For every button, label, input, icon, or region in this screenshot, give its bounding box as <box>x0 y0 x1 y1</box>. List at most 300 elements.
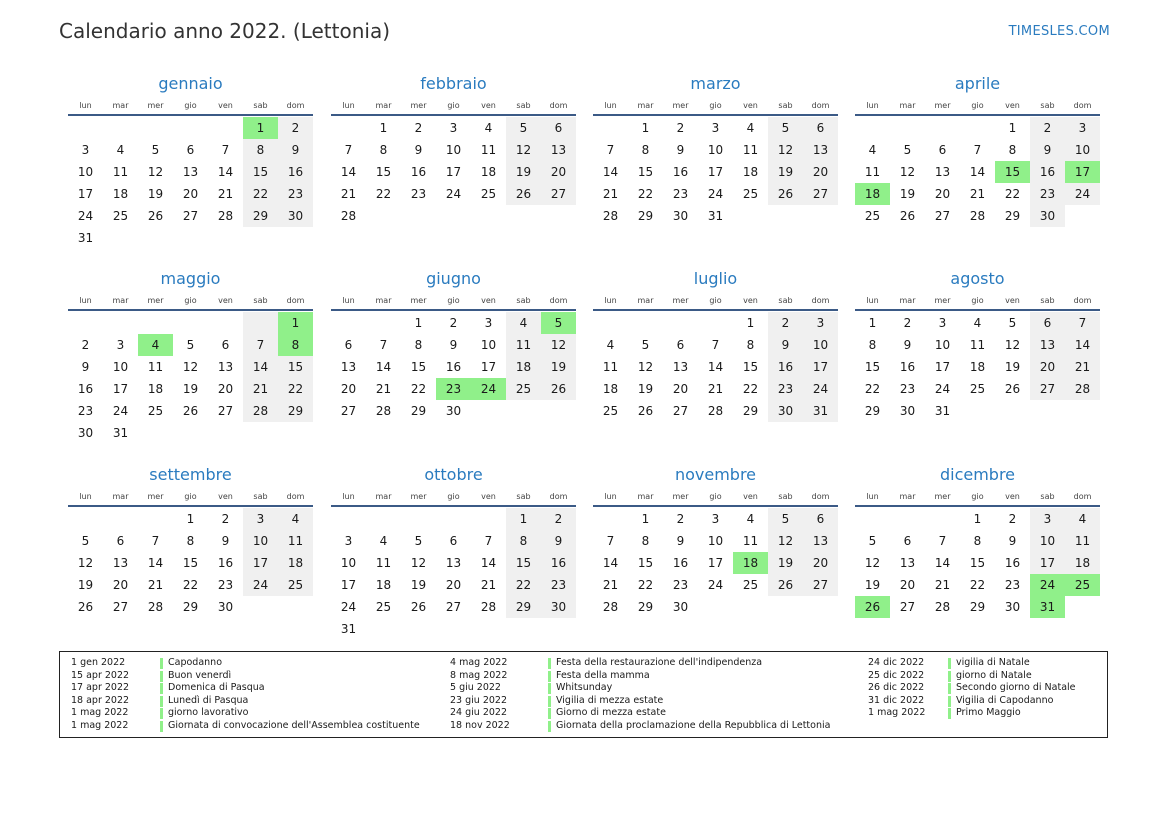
day-cell: 21 <box>934 578 951 592</box>
legend-date: 26 dic 2022 <box>868 682 925 694</box>
legend-date: 1 mag 2022 <box>71 720 129 731</box>
weekday-header <box>331 487 576 507</box>
weekday-label: ven <box>1005 100 1020 110</box>
day-cell: 12 <box>182 360 199 374</box>
day-cell: 7 <box>973 143 982 157</box>
day-cell: 1 <box>186 512 195 526</box>
legend-holiday-name: Festa della mamma <box>556 669 650 681</box>
weekday-label: lun <box>342 491 355 501</box>
day-grid <box>855 508 1100 618</box>
legend-date: 4 mag 2022 <box>450 657 508 668</box>
day-cell: 28 <box>602 209 619 223</box>
day-cell: 4 <box>973 316 982 330</box>
weekday-header <box>593 487 838 507</box>
day-cell: 24 <box>243 574 278 596</box>
weekday-label: gio <box>971 100 984 110</box>
weekday-label: lun <box>866 295 879 305</box>
day-cell: 6 <box>938 143 947 157</box>
brand-link[interactable]: TIMESLES.COM <box>1008 24 1110 39</box>
weekday-label: mer <box>672 295 689 305</box>
day-cell: 27 <box>803 183 838 205</box>
day-cell: 6 <box>541 117 576 139</box>
legend-holiday-name: giorno di Natale <box>956 669 1032 681</box>
day-cell: 5 <box>81 534 90 548</box>
day-cell: 16 <box>672 556 689 570</box>
day-cell: 12 <box>899 165 916 179</box>
month-name: giugno <box>426 269 481 288</box>
day-cell: 1 <box>506 508 541 530</box>
day-cell: 13 <box>445 556 462 570</box>
holiday-day-cell: 26 <box>855 596 890 618</box>
day-cell: 27 <box>445 600 462 614</box>
day-cell: 20 <box>217 382 234 396</box>
weekday-label: mer <box>147 491 164 501</box>
weekday-header <box>68 291 313 311</box>
day-cell: 28 <box>147 600 164 614</box>
day-cell: 5 <box>768 117 803 139</box>
weekday-label: lun <box>866 100 879 110</box>
day-cell: 8 <box>1008 143 1017 157</box>
weekday-label: sab <box>778 100 793 110</box>
month-dicembre <box>855 464 1100 618</box>
day-cell: 11 <box>742 534 759 548</box>
holiday-day-cell: 4 <box>138 334 173 356</box>
day-cell: 3 <box>938 316 947 330</box>
legend-item <box>60 707 1100 720</box>
weekday-label: dom <box>811 295 830 305</box>
day-cell: 3 <box>1065 117 1100 139</box>
legend-date: 1 mag 2022 <box>868 707 926 719</box>
day-cell: 12 <box>637 360 654 374</box>
day-cell: 17 <box>112 382 129 396</box>
weekday-label: mar <box>899 100 916 110</box>
day-cell: 14 <box>602 556 619 570</box>
day-cell: 10 <box>480 338 497 352</box>
legend-date: 18 nov 2022 <box>450 720 510 731</box>
day-cell: 15 <box>506 552 541 574</box>
day-cell: 11 <box>480 143 497 157</box>
day-grid <box>68 117 313 249</box>
day-cell: 5 <box>506 117 541 139</box>
day-cell: 24 <box>445 187 462 201</box>
day-cell: 31 <box>340 622 357 636</box>
day-cell: 3 <box>116 338 125 352</box>
day-cell: 19 <box>768 161 803 183</box>
empty-cell <box>593 312 628 334</box>
day-cell: 12 <box>147 165 164 179</box>
month-novembre <box>593 464 838 618</box>
weekday-label: sab <box>516 100 531 110</box>
day-cell: 13 <box>803 530 838 552</box>
day-cell: 20 <box>899 578 916 592</box>
month-name: settembre <box>149 465 232 484</box>
legend-date: 31 dic 2022 <box>868 694 925 706</box>
legend-date: 23 giu 2022 <box>450 694 507 706</box>
legend-marker <box>948 683 951 694</box>
weekday-label: gio <box>184 491 197 501</box>
day-cell: 20 <box>541 161 576 183</box>
day-cell: 2 <box>221 512 230 526</box>
day-cell: 6 <box>186 143 195 157</box>
legend-date: 24 giu 2022 <box>450 707 507 719</box>
day-cell: 27 <box>934 209 951 223</box>
day-cell: 3 <box>344 534 353 548</box>
day-cell: 5 <box>641 338 650 352</box>
day-cell: 23 <box>672 578 689 592</box>
day-cell: 27 <box>803 574 838 596</box>
day-cell: 4 <box>868 143 877 157</box>
legend-holiday-name: Buon venerdì <box>168 669 232 681</box>
day-cell: 24 <box>1065 183 1100 205</box>
legend-date: 15 apr 2022 <box>71 669 130 681</box>
day-grid <box>331 312 576 422</box>
day-cell: 18 <box>742 165 759 179</box>
month-name: novembre <box>674 465 757 484</box>
weekday-label: ven <box>218 491 233 501</box>
legend-date: 8 mag 2022 <box>450 669 508 681</box>
empty-cell <box>925 117 960 139</box>
month-name: gennaio <box>158 74 223 93</box>
day-cell: 27 <box>340 404 357 418</box>
day-cell: 20 <box>445 578 462 592</box>
holiday-day-cell: 15 <box>995 161 1030 183</box>
day-cell: 22 <box>506 574 541 596</box>
day-cell: 12 <box>864 556 881 570</box>
day-grid <box>68 508 313 618</box>
day-cell: 22 <box>742 382 759 396</box>
day-cell: 3 <box>711 121 720 135</box>
holiday-day-cell: 5 <box>541 312 576 334</box>
day-cell: 17 <box>340 578 357 592</box>
legend-marker <box>948 696 951 707</box>
empty-cell <box>103 312 138 334</box>
weekday-label: mar <box>899 295 916 305</box>
month-settembre <box>68 464 313 618</box>
day-cell: 13 <box>1030 334 1065 356</box>
weekday-label: gio <box>971 491 984 501</box>
holiday-day-cell: 18 <box>855 183 890 205</box>
day-cell: 12 <box>768 139 803 161</box>
day-cell: 20 <box>934 187 951 201</box>
month-name: dicembre <box>939 465 1016 484</box>
day-cell: 23 <box>410 187 427 201</box>
day-cell: 6 <box>676 338 685 352</box>
day-cell: 10 <box>707 143 724 157</box>
legend-item <box>60 670 1100 683</box>
day-grid <box>68 312 313 444</box>
day-cell: 1 <box>641 121 650 135</box>
day-cell: 26 <box>899 209 916 223</box>
empty-cell <box>68 117 103 139</box>
day-cell: 28 <box>707 404 724 418</box>
day-cell: 22 <box>243 183 278 205</box>
day-cell: 7 <box>484 534 493 548</box>
day-cell: 13 <box>112 556 129 570</box>
weekday-label: mar <box>899 491 916 501</box>
day-cell: 21 <box>969 187 986 201</box>
day-cell: 29 <box>410 404 427 418</box>
holiday-day-cell: 1 <box>243 117 278 139</box>
day-cell: 19 <box>637 382 654 396</box>
day-cell: 15 <box>637 165 654 179</box>
day-cell: 2 <box>676 121 685 135</box>
day-cell: 20 <box>803 161 838 183</box>
legend-item <box>60 682 1100 695</box>
day-cell: 26 <box>768 183 803 205</box>
weekday-label: mar <box>637 100 654 110</box>
day-cell: 17 <box>1030 552 1065 574</box>
day-cell: 29 <box>278 400 313 422</box>
empty-cell <box>593 508 628 530</box>
day-cell: 10 <box>1065 139 1100 161</box>
weekday-label: mer <box>672 491 689 501</box>
day-cell: 17 <box>803 356 838 378</box>
day-cell: 9 <box>221 534 230 548</box>
day-cell: 26 <box>77 600 94 614</box>
day-cell: 11 <box>112 165 129 179</box>
day-cell: 16 <box>1030 161 1065 183</box>
day-cell: 26 <box>506 183 541 205</box>
weekday-label: gio <box>709 100 722 110</box>
day-cell: 5 <box>903 143 912 157</box>
day-cell: 22 <box>637 578 654 592</box>
weekday-label: sab <box>253 491 268 501</box>
day-cell: 17 <box>934 360 951 374</box>
day-cell: 7 <box>344 143 353 157</box>
day-cell: 25 <box>112 209 129 223</box>
day-cell: 7 <box>379 338 388 352</box>
weekday-label: sab <box>253 100 268 110</box>
weekday-label: gio <box>184 295 197 305</box>
legend-date: 25 dic 2022 <box>868 669 925 681</box>
day-cell: 20 <box>182 187 199 201</box>
day-cell: 2 <box>1008 512 1017 526</box>
day-cell: 20 <box>112 578 129 592</box>
weekday-label: lun <box>79 491 92 501</box>
day-cell: 25 <box>480 187 497 201</box>
day-cell: 25 <box>506 378 541 400</box>
weekday-label: ven <box>743 295 758 305</box>
day-cell: 7 <box>606 143 615 157</box>
legend-holiday-name: giorno lavorativo <box>168 707 249 719</box>
day-cell: 2 <box>676 512 685 526</box>
weekday-label: sab <box>253 295 268 305</box>
day-cell: 16 <box>217 556 234 570</box>
day-cell: 4 <box>606 338 615 352</box>
month-agosto <box>855 268 1100 422</box>
weekday-label: ven <box>743 491 758 501</box>
weekday-label: mar <box>375 100 392 110</box>
day-cell: 12 <box>410 556 427 570</box>
weekday-label: mar <box>375 295 392 305</box>
weekday-header <box>68 487 313 507</box>
empty-cell <box>103 508 138 530</box>
day-cell: 9 <box>81 360 90 374</box>
day-cell: 17 <box>243 552 278 574</box>
day-grid <box>593 117 838 227</box>
day-cell: 6 <box>449 534 458 548</box>
day-cell: 28 <box>217 209 234 223</box>
day-cell: 24 <box>934 382 951 396</box>
day-cell: 30 <box>77 426 94 440</box>
day-cell: 26 <box>410 600 427 614</box>
day-cell: 24 <box>77 209 94 223</box>
weekday-label: lun <box>866 491 879 501</box>
day-cell: 19 <box>541 356 576 378</box>
weekday-label: dom <box>549 491 568 501</box>
day-cell: 2 <box>278 117 313 139</box>
day-cell: 19 <box>864 578 881 592</box>
day-cell: 29 <box>506 596 541 618</box>
weekday-label: lun <box>604 295 617 305</box>
day-cell: 23 <box>1030 183 1065 205</box>
day-cell: 20 <box>803 552 838 574</box>
day-cell: 16 <box>541 552 576 574</box>
day-cell: 25 <box>864 209 881 223</box>
day-cell: 30 <box>278 205 313 227</box>
weekday-label: mar <box>112 295 129 305</box>
empty-cell <box>471 508 506 530</box>
day-cell: 24 <box>707 187 724 201</box>
day-cell: 22 <box>410 382 427 396</box>
day-cell: 12 <box>1004 338 1021 352</box>
day-cell: 23 <box>1004 578 1021 592</box>
legend-holiday-name: vigilia di Natale <box>956 657 1030 668</box>
day-cell: 14 <box>217 165 234 179</box>
day-cell: 24 <box>340 600 357 614</box>
day-cell: 1 <box>746 316 755 330</box>
day-cell: 8 <box>506 530 541 552</box>
day-cell: 10 <box>112 360 129 374</box>
day-cell: 14 <box>602 165 619 179</box>
month-maggio <box>68 268 313 444</box>
holiday-day-cell: 18 <box>733 552 768 574</box>
day-cell: 10 <box>707 534 724 548</box>
month-luglio <box>593 268 838 422</box>
weekday-label: lun <box>604 491 617 501</box>
empty-cell <box>366 312 401 334</box>
weekday-label: mer <box>934 100 951 110</box>
day-cell: 24 <box>803 378 838 400</box>
day-cell: 21 <box>375 382 392 396</box>
day-cell: 2 <box>81 338 90 352</box>
weekday-label: ven <box>218 100 233 110</box>
day-cell: 28 <box>243 400 278 422</box>
day-cell: 25 <box>375 600 392 614</box>
day-grid <box>855 312 1100 422</box>
day-cell: 9 <box>676 534 685 548</box>
day-cell: 5 <box>1008 316 1017 330</box>
day-cell: 14 <box>707 360 724 374</box>
empty-cell <box>243 312 278 334</box>
day-cell: 23 <box>278 183 313 205</box>
weekday-header <box>331 291 576 311</box>
day-cell: 7 <box>606 534 615 548</box>
day-cell: 30 <box>445 404 462 418</box>
day-cell: 28 <box>375 404 392 418</box>
weekday-label: mer <box>410 491 427 501</box>
day-cell: 9 <box>1030 139 1065 161</box>
day-cell: 11 <box>278 530 313 552</box>
day-cell: 25 <box>278 574 313 596</box>
month-giugno <box>331 268 576 422</box>
day-cell: 21 <box>707 382 724 396</box>
day-cell: 3 <box>81 143 90 157</box>
weekday-label: gio <box>447 100 460 110</box>
weekday-label: gio <box>447 491 460 501</box>
day-cell: 11 <box>742 143 759 157</box>
day-cell: 30 <box>672 600 689 614</box>
day-cell: 21 <box>147 578 164 592</box>
day-cell: 8 <box>868 338 877 352</box>
empty-cell <box>138 312 173 334</box>
day-cell: 19 <box>899 187 916 201</box>
weekday-label: mer <box>147 295 164 305</box>
weekday-label: dom <box>549 295 568 305</box>
weekday-label: dom <box>1073 295 1092 305</box>
month-name: marzo <box>690 74 741 93</box>
day-cell: 15 <box>182 556 199 570</box>
holiday-day-cell: 17 <box>1065 161 1100 183</box>
weekday-label: lun <box>342 100 355 110</box>
legend-holiday-name: Vigilia di mezza estate <box>556 694 664 706</box>
weekday-label: dom <box>1073 491 1092 501</box>
holiday-day-cell: 25 <box>1065 574 1100 596</box>
legend-date: 18 apr 2022 <box>71 694 130 706</box>
empty-cell <box>331 312 366 334</box>
day-cell: 13 <box>182 165 199 179</box>
legend-holiday-name: Lunedì di Pasqua <box>168 694 249 706</box>
day-cell: 12 <box>541 334 576 356</box>
weekday-label: mer <box>410 295 427 305</box>
day-cell: 8 <box>379 143 388 157</box>
day-cell: 8 <box>973 534 982 548</box>
weekday-header <box>855 291 1100 311</box>
day-cell: 6 <box>116 534 125 548</box>
day-cell: 21 <box>340 187 357 201</box>
day-cell: 27 <box>541 183 576 205</box>
legend-holiday-name: Giornata di convocazione dell'Assemblea costituente <box>168 720 420 731</box>
day-cell: 14 <box>934 556 951 570</box>
day-cell: 15 <box>243 161 278 183</box>
day-cell: 27 <box>182 209 199 223</box>
day-cell: 14 <box>969 165 986 179</box>
weekday-label: mar <box>637 295 654 305</box>
empty-cell <box>331 117 366 139</box>
legend-holiday-name: Giorno di mezza estate <box>556 707 666 719</box>
day-cell: 29 <box>864 404 881 418</box>
day-cell: 27 <box>1030 378 1065 400</box>
month-name: agosto <box>950 269 1005 288</box>
day-cell: 31 <box>77 231 94 245</box>
legend-item <box>60 657 1100 670</box>
day-cell: 30 <box>899 404 916 418</box>
day-cell: 27 <box>112 600 129 614</box>
day-cell: 26 <box>182 404 199 418</box>
day-cell: 20 <box>672 382 689 396</box>
empty-cell <box>628 312 663 334</box>
day-cell: 26 <box>541 378 576 400</box>
day-cell: 2 <box>1030 117 1065 139</box>
day-cell: 14 <box>340 165 357 179</box>
day-cell: 18 <box>375 578 392 592</box>
day-cell: 17 <box>480 360 497 374</box>
day-cell: 26 <box>147 209 164 223</box>
day-cell: 4 <box>379 534 388 548</box>
weekday-label: gio <box>184 100 197 110</box>
day-cell: 11 <box>602 360 619 374</box>
month-aprile <box>855 73 1100 227</box>
